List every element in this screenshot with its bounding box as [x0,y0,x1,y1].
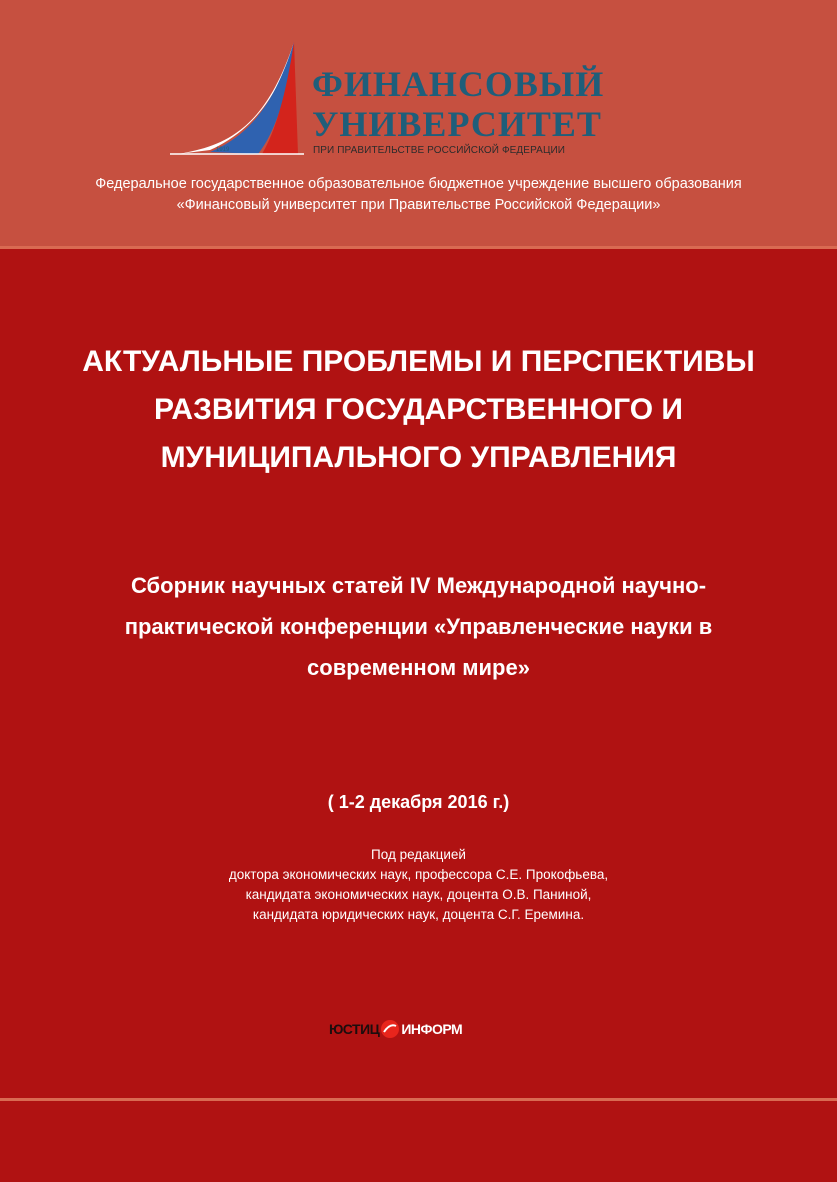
book-title: АКТУАЛЬНЫЕ ПРОБЛЕМЫ И ПЕРСПЕКТИВЫ РАЗВИТИЯ ГОСУДАРСТВЕННОГО И МУНИЦИПАЛЬНОГО УПРАВЛЕНИЯ [82,345,755,474]
publisher-name-part-2: ИНФОРМ [401,1021,463,1037]
footer-separator [0,1098,837,1101]
publisher-logo [329,1018,462,1040]
header-separator [0,246,837,249]
logo-line-1: ФИНАНСОВЫЙ [312,64,605,104]
publisher-name-part-1: ЮСТИЦ [329,1021,380,1037]
logo-subline: ПРИ ПРАВИТЕЛЬСТВЕ РОССИЙСКОЙ ФЕДЕРАЦИИ [313,145,566,156]
editors-line: доктора экономических наук, профессора С.Е. Прокофьева, [228,867,609,882]
logo-mark-text: 1919 [216,147,230,153]
conference-dates: ( 1-2 декабря 2016 г.) [327,792,510,812]
publisher-circle-icon [380,1019,400,1039]
university-logo-icon [170,38,310,158]
editors-line: кандидата юридических наук, доцента С.Г. Еремина. [252,907,585,922]
editors-line: Под редакцией [371,847,466,862]
editors-line: кандидата экономических наук, доцента О.В. Паниной, [245,887,592,902]
institution-name: Федеральное государственное образовательное бюджетное учреждение высшего образования «Финансовый университет при Правительстве Российской Федерации» [95,176,742,213]
logo-line-2: УНИВЕРСИТЕТ [312,104,602,144]
book-subtitle: Сборник научных статей IV Международной научно-практической конференции «Управленческие науки в современном мире» [124,573,713,680]
editors-block [60,845,777,925]
